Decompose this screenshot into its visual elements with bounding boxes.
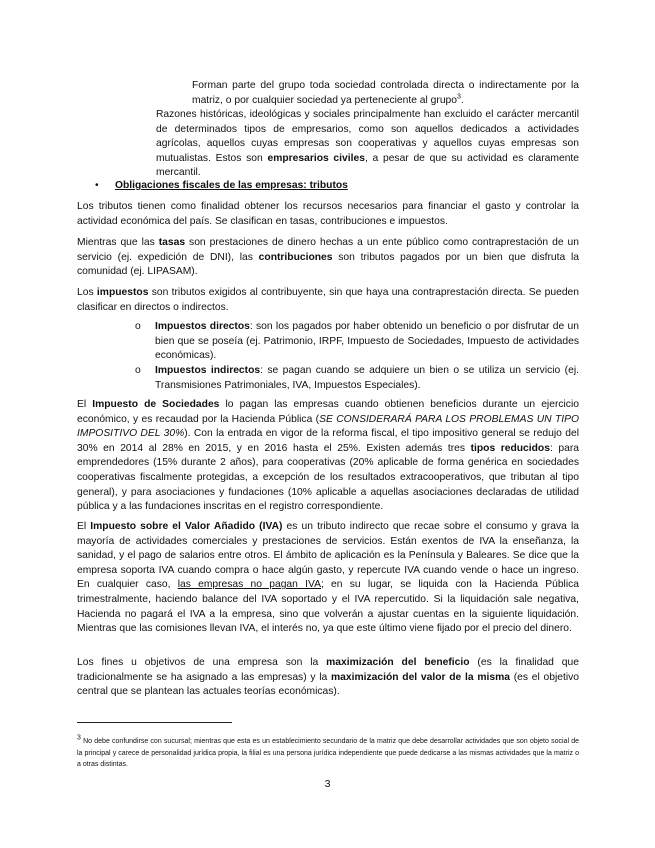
paragraph-text: : se pagan cuando se adquiere un bien o se utiliza un servicio (ej. Transmisiones Patrimoniales, IVA, Impuestos Especiales). — [155, 365, 579, 391]
paragraph-text: . — [460, 94, 464, 106]
footnote-reference[interactable]: 3 — [457, 93, 461, 101]
bold-term: impuestos — [96, 287, 149, 298]
bold-term: contribuciones — [258, 251, 333, 263]
footnote — [77, 736, 579, 771]
paragraph-text: : para emprendedores (15% durante 2 años), para cooperativas (20% aplicable de forma genérica en sociedades cooperativas fiscalmente protegidas, a excepción de los resultados extracooperativos, que tributan al tipo general), y para asociaciones y fundaciones (10% aplicable a aquellas asociaciones declaradas de utilidad pública y a las fundaciones inscritas en el registro correspondiente. — [77, 442, 579, 513]
paragraph-tasas-contribuciones — [77, 236, 579, 280]
paragraph-text: es un tributo indirecto que recae sobre el consumo y grava la mayoría de actividades comerciales y prestaciones de servicios. Están exentos de IVA la enseñanza, la sanidad, y el pago de salarios entre otros. El ámbito de aplicación es la Península y Baleares. Se dice que la empresa soporta IVA cuando compra o hace algún gasto, y repercute IVA cuando vende o hace un ingreso. En cualquier caso, — [77, 521, 579, 591]
list-marker-icon: o — [135, 365, 141, 376]
bold-term: Impuestos directos — [155, 321, 250, 332]
paragraph-text: : son los pagados por haber obtenido un beneficio o por disfrutar de un bien que se poseía (ej. Patrimonio, IRPF, Impuesto de Sociedades, Impuesto de actividades económicas). — [155, 321, 579, 362]
paragraph-text: Los — [77, 287, 97, 298]
italic-note: SE CONSIDERARÁ PARA LOS PROBLEMAS UN TIPO IMPOSITIVO DEL 30% — [77, 413, 579, 440]
bullet-icon: • — [95, 180, 99, 191]
paragraph-iva — [77, 520, 579, 637]
paragraph-fines-empresa — [77, 656, 579, 700]
bold-term: tipos reducidos — [470, 442, 550, 454]
list-item-text — [155, 364, 579, 393]
paragraph-text: son tributos pagados por un bien que disfruta la comunidad (ej. LIPASAM). — [77, 251, 580, 278]
paragraph-text: Razones históricas, ideológicas y sociales principalmente han excluido el carácter mercantil de determinados tipos de empresarios, como son aquellos dedicados a actividades agrícolas, aquellos cuyas empresas son cooperativas y aquellos cuyas empresas son mutualistas. Estos son — [156, 109, 579, 164]
bold-term: empresarios civiles — [267, 152, 365, 164]
paragraph-text: son tributos exigidos al contribuyente, sin que haya una contraprestación directa. Se pueden clasificar en directos o indirectos. — [77, 287, 580, 313]
bold-term: Impuesto de Sociedades — [92, 399, 220, 410]
paragraph-text: lo pagan las empresas cuando obtienen beneficios durante un ejercicio económico, y es recaudad por la Hacienda Pública ( — [77, 399, 579, 425]
bold-term: Impuesto sobre el Valor Añadido (IVA) — [90, 521, 283, 532]
paragraph-text: Mientras que las — [77, 237, 159, 248]
paragraph-text: El — [77, 399, 93, 410]
footnote-text: No debe confundirse con sucursal; mientras que esta es un establecimiento secundario de la matriz que debe desarrollar actividades que son objeto social de la principal y carece de personalidad jurídica propia, la filial es una persona jurídica independiente que puede dedicarse a las mismas actividades que la matriz o a otras distintas. — [77, 738, 579, 768]
bold-term: Impuestos indirectos — [155, 365, 261, 376]
paragraph-text: Forman parte del grupo toda sociedad controlada directa o indirectamente por la matriz, o por cualquier sociedad ya perteneciente al grupo — [192, 80, 579, 106]
footnote-separator — [77, 722, 232, 723]
paragraph-text: son prestaciones de dinero hechas a un ente público como contraprestación de un servicio (ej. expedición de DNI), las — [77, 237, 579, 263]
paragraph-text: (es el objetivo central que se plantean las actuales teorías económicas). — [77, 671, 579, 698]
page-number: 3 — [324, 778, 331, 790]
paragraph-text: , a pesar de que su actividad es claramente mercantil. — [156, 152, 580, 179]
paragraph-tributos: Los tributos tienen como finalidad obtener los recursos necesarios para financiar el gasto y controlar la actividad económica del país. Se clasifican en tasas, contribuciones e impuestos. — [77, 201, 579, 227]
paragraph-empresarios-civiles — [156, 108, 579, 181]
bold-term: maximización del beneficio — [326, 657, 470, 668]
bold-term: tasas — [158, 237, 186, 248]
paragraph-impuestos — [77, 286, 579, 315]
underlined-text: las empresas no pagan IVA — [177, 579, 321, 591]
paragraph-text: ). Con la entrada en vigor de la reforma fiscal, el tipo impositivo general se redujo del 30% en 2014 al 28% en 2015, y en 2016 hasta el 25%. Existen además tres — [77, 428, 579, 454]
bold-term: maximización del valor de la misma — [331, 671, 510, 683]
section-heading: Obligaciones fiscales de las empresas: tributos — [115, 180, 348, 191]
list-item-text — [155, 320, 579, 364]
paragraph-impuesto-sociedades — [77, 398, 579, 515]
paragraph-text: ; en su lugar, se liquida con la Hacienda Pública trimestralmente, haciendo balance del IVA soportado y el IVA repercutido. Si la liquidación sale negativa, Hacienda no pagará el IVA a la empresa, sino que volverán a ajustar cuentas en la siguiente liquidación. Mientras que las comisiones llevan IVA, el interés no, ya que este último viene fijado por el precio del dinero. — [77, 579, 579, 635]
paragraph-text: Los fines u objetivos de una empresa son la — [77, 657, 327, 668]
paragraph-grupo — [192, 79, 579, 108]
list-marker-icon: o — [135, 321, 141, 332]
paragraph-text: (es la finalidad que tradicionalmente se ha asignado a las empresas) y la — [77, 657, 579, 683]
paragraph-text: El — [77, 521, 91, 532]
footnote-number: 3 — [77, 734, 81, 742]
